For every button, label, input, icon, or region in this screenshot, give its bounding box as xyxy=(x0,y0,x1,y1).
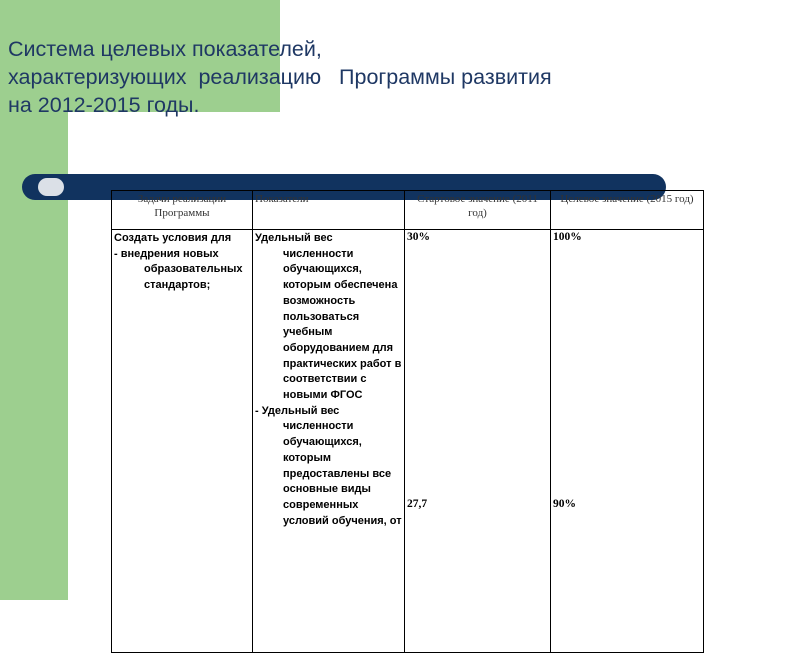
table-header-row xyxy=(112,191,704,230)
header-indicators: Показатели xyxy=(253,191,405,230)
cell-target-values xyxy=(551,230,704,653)
title-line-2: характеризующих реализацию Программы развития xyxy=(8,65,552,89)
cell-start-values xyxy=(405,230,551,653)
target-value-2: 90% xyxy=(553,498,576,510)
target-value-1: 100% xyxy=(553,231,582,243)
indicator-1: Удельный вес численности обучающихся, которым обеспечена возможность пользоваться учебным оборудованием для практических работ в соответствии с новыми ФГОС xyxy=(255,232,402,402)
table-row xyxy=(112,230,704,653)
start-value-2: 27,7 xyxy=(407,498,428,510)
title-line-1: Система целевых показателей, xyxy=(8,37,322,61)
rule-highlight xyxy=(38,178,64,196)
header-start-value: Стартовое значение (2011 год) xyxy=(405,191,551,230)
header-target-value: Целевое значение (2015 год) xyxy=(551,191,704,230)
header-tasks: Задачи реализации Программы xyxy=(112,191,253,230)
cell-tasks xyxy=(112,230,253,653)
cell-indicators xyxy=(253,230,405,653)
start-value-1: 30% xyxy=(407,231,430,243)
slide-title xyxy=(8,35,788,119)
indicators-table xyxy=(111,190,704,653)
title-line-3: на 2012-2015 годы. xyxy=(8,93,200,117)
task-text-1: Создать условия для xyxy=(114,232,232,244)
task-text-2: - внедрения новых образовательных стандартов; xyxy=(114,247,243,292)
indicator-2: - Удельный вес численности обучающихся, которым предоставлены все основные виды современных условий обучения, от xyxy=(255,404,402,527)
